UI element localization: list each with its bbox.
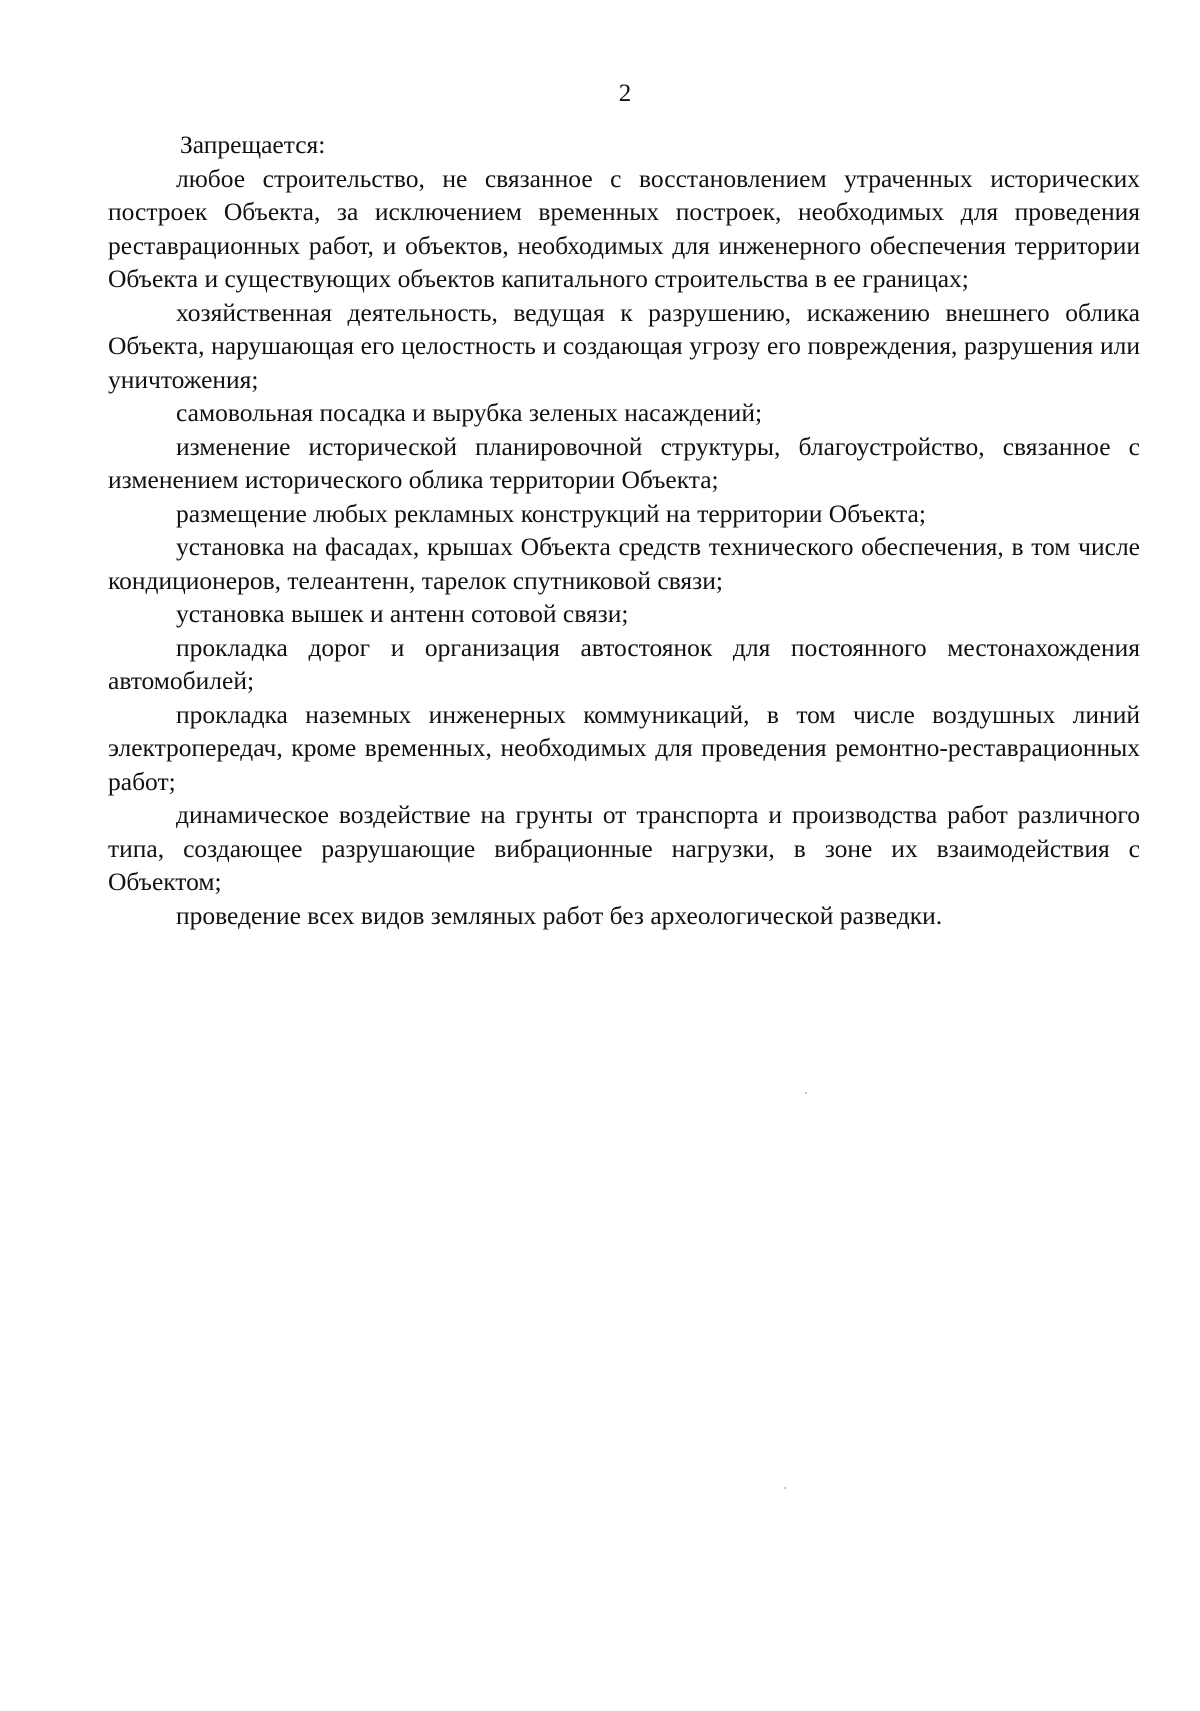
prohibition-item: самовольная посадка и вырубка зеленых насаждений; xyxy=(176,398,763,427)
prohibition-item: динамическое воздействие на грунты от транспорта и производства работ различного типа, создающее разрушающие вибрационные нагрузки, в зоне их взаимодействия с Объектом; xyxy=(108,800,1140,896)
page-number: 2 xyxy=(618,80,632,107)
prohibition-item: прокладка наземных инженерных коммуникаций, в том числе воздушных линий электропередач, кроме временных, необходимых для проведения ремонтно-реставрационных работ; xyxy=(108,699,1140,796)
prohibition-item: прокладка дорог и организация автостоянок для постоянного местонахождения автомобилей; xyxy=(108,632,1140,695)
prohibition-item: установка вышек и антенн сотовой связи; xyxy=(176,599,629,628)
prohibition-item: изменение исторической планировочной структуры, благоустройство, связанное с изменением исторического облика территории Объекта; xyxy=(108,431,1140,494)
prohibition-item: установка на фасадах, крышах Объекта средств технического обеспечения, в том числе кондиционеров, телеантенн, тарелок спутниковой связи; xyxy=(108,532,1140,595)
prohibition-item: хозяйственная деятельность, ведущая к разрушению, искажению внешнего облика Объекта, нарушающая его целостность и создающая угрозу его повреждения, разрушения или уничтожения; xyxy=(108,297,1140,394)
prohibition-item: размещение любых рекламных конструкций на территории Объекта; xyxy=(176,498,926,528)
prohibitions-heading: Запрещается: xyxy=(180,130,326,159)
scan-speck xyxy=(805,1092,807,1094)
prohibition-item: проведение всех видов земляных работ без археологической разведки. xyxy=(176,900,943,930)
scan-speck xyxy=(784,1487,786,1489)
document-body xyxy=(108,128,1140,932)
prohibition-item: любое строительство, не связанное с восстановлением утраченных исторических построек Объекта, за исключением временных построек, необходимых для проведения реставрационных работ, и объектов, необходимых для инженерного обеспечения территории Объекта и существующих объектов капитального строительства в ее границах; xyxy=(108,163,1140,293)
